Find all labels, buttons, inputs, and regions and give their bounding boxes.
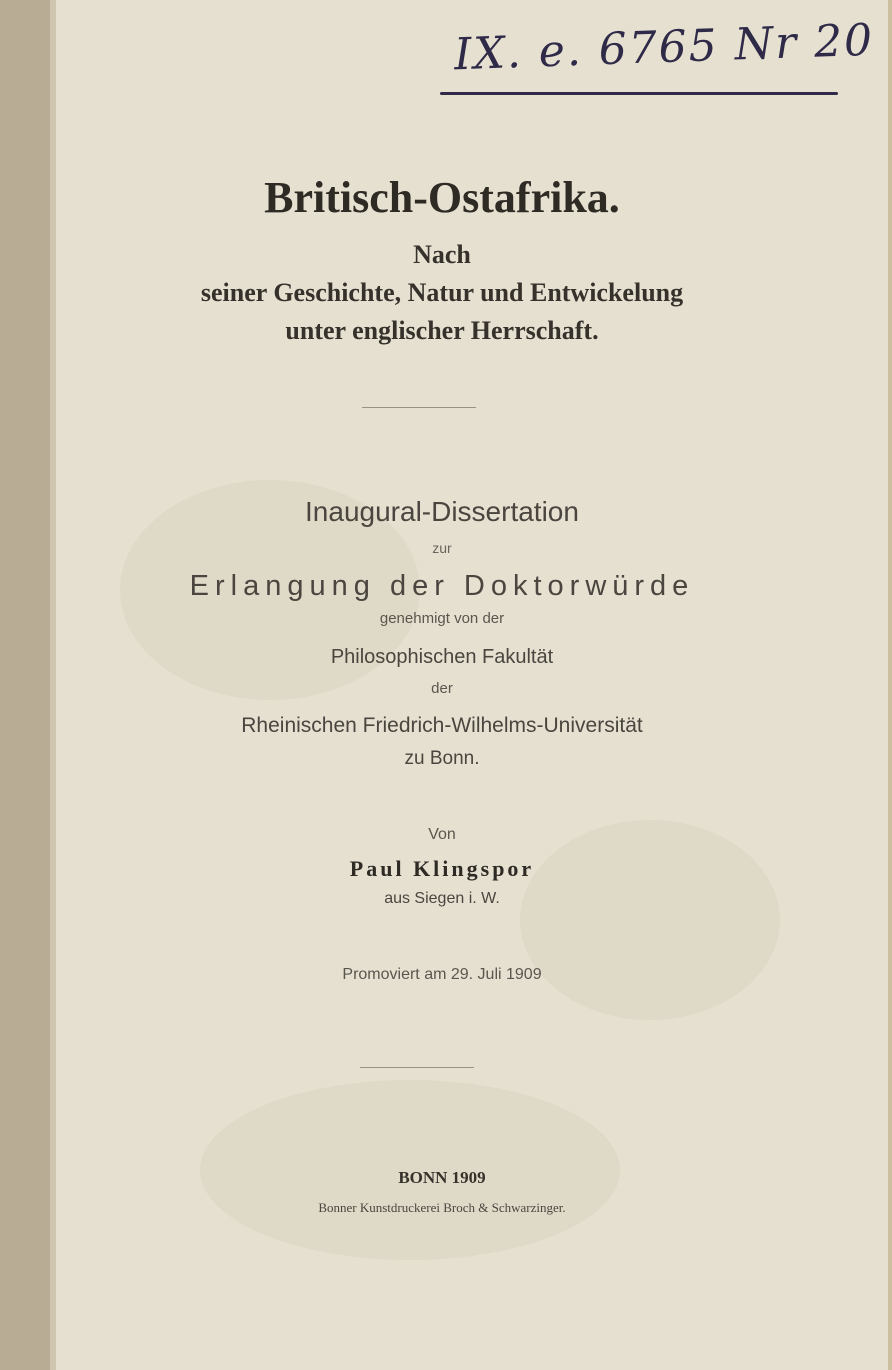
- subtitle-line-3: unter englischer Herrschaft.: [285, 316, 599, 345]
- spine-edge: [50, 0, 56, 1370]
- binding-spine: [0, 0, 50, 1370]
- dissertation-zur: zur: [432, 540, 452, 556]
- handwritten-shelfmark: [440, 14, 875, 98]
- university-name: Rheinischen Friedrich-Wilhelms-Universität: [241, 714, 643, 737]
- author-von: Von: [428, 826, 456, 843]
- paper-stain: [520, 820, 780, 1020]
- shelfmark-text: IX. e. 6765 Nr 20: [453, 14, 875, 81]
- dissertation-purpose: Erlangung der Doktorwürde: [189, 570, 695, 602]
- author-name: Paul Klingspor: [349, 856, 535, 881]
- divider-rule: [360, 1067, 474, 1068]
- subtitle-line-2: seiner Geschichte, Natur und Entwickelung: [200, 278, 684, 307]
- university-location: zu Bonn.: [404, 748, 480, 769]
- divider-rule: [362, 407, 476, 408]
- dissertation-type: Inaugural-Dissertation: [305, 496, 579, 527]
- promotion-date: Promoviert am 29. Juli 1909: [342, 966, 542, 983]
- imprint-printer: Bonner Kunstdruckerei Broch & Schwarzinger.: [318, 1200, 566, 1215]
- page-right-edge: [888, 0, 892, 1370]
- subtitle-line-1: Nach: [413, 240, 471, 269]
- dissertation-der: der: [431, 680, 453, 697]
- faculty-name: Philosophischen Fakultät: [330, 646, 554, 668]
- author-origin: aus Siegen i. W.: [384, 890, 500, 907]
- document-title: Britisch-Ostafrika.: [264, 173, 620, 222]
- shelfmark-underline: [440, 92, 838, 95]
- dissertation-approved-by: genehmigt von der: [379, 610, 505, 627]
- imprint-city-year: BONN 1909: [398, 1168, 486, 1187]
